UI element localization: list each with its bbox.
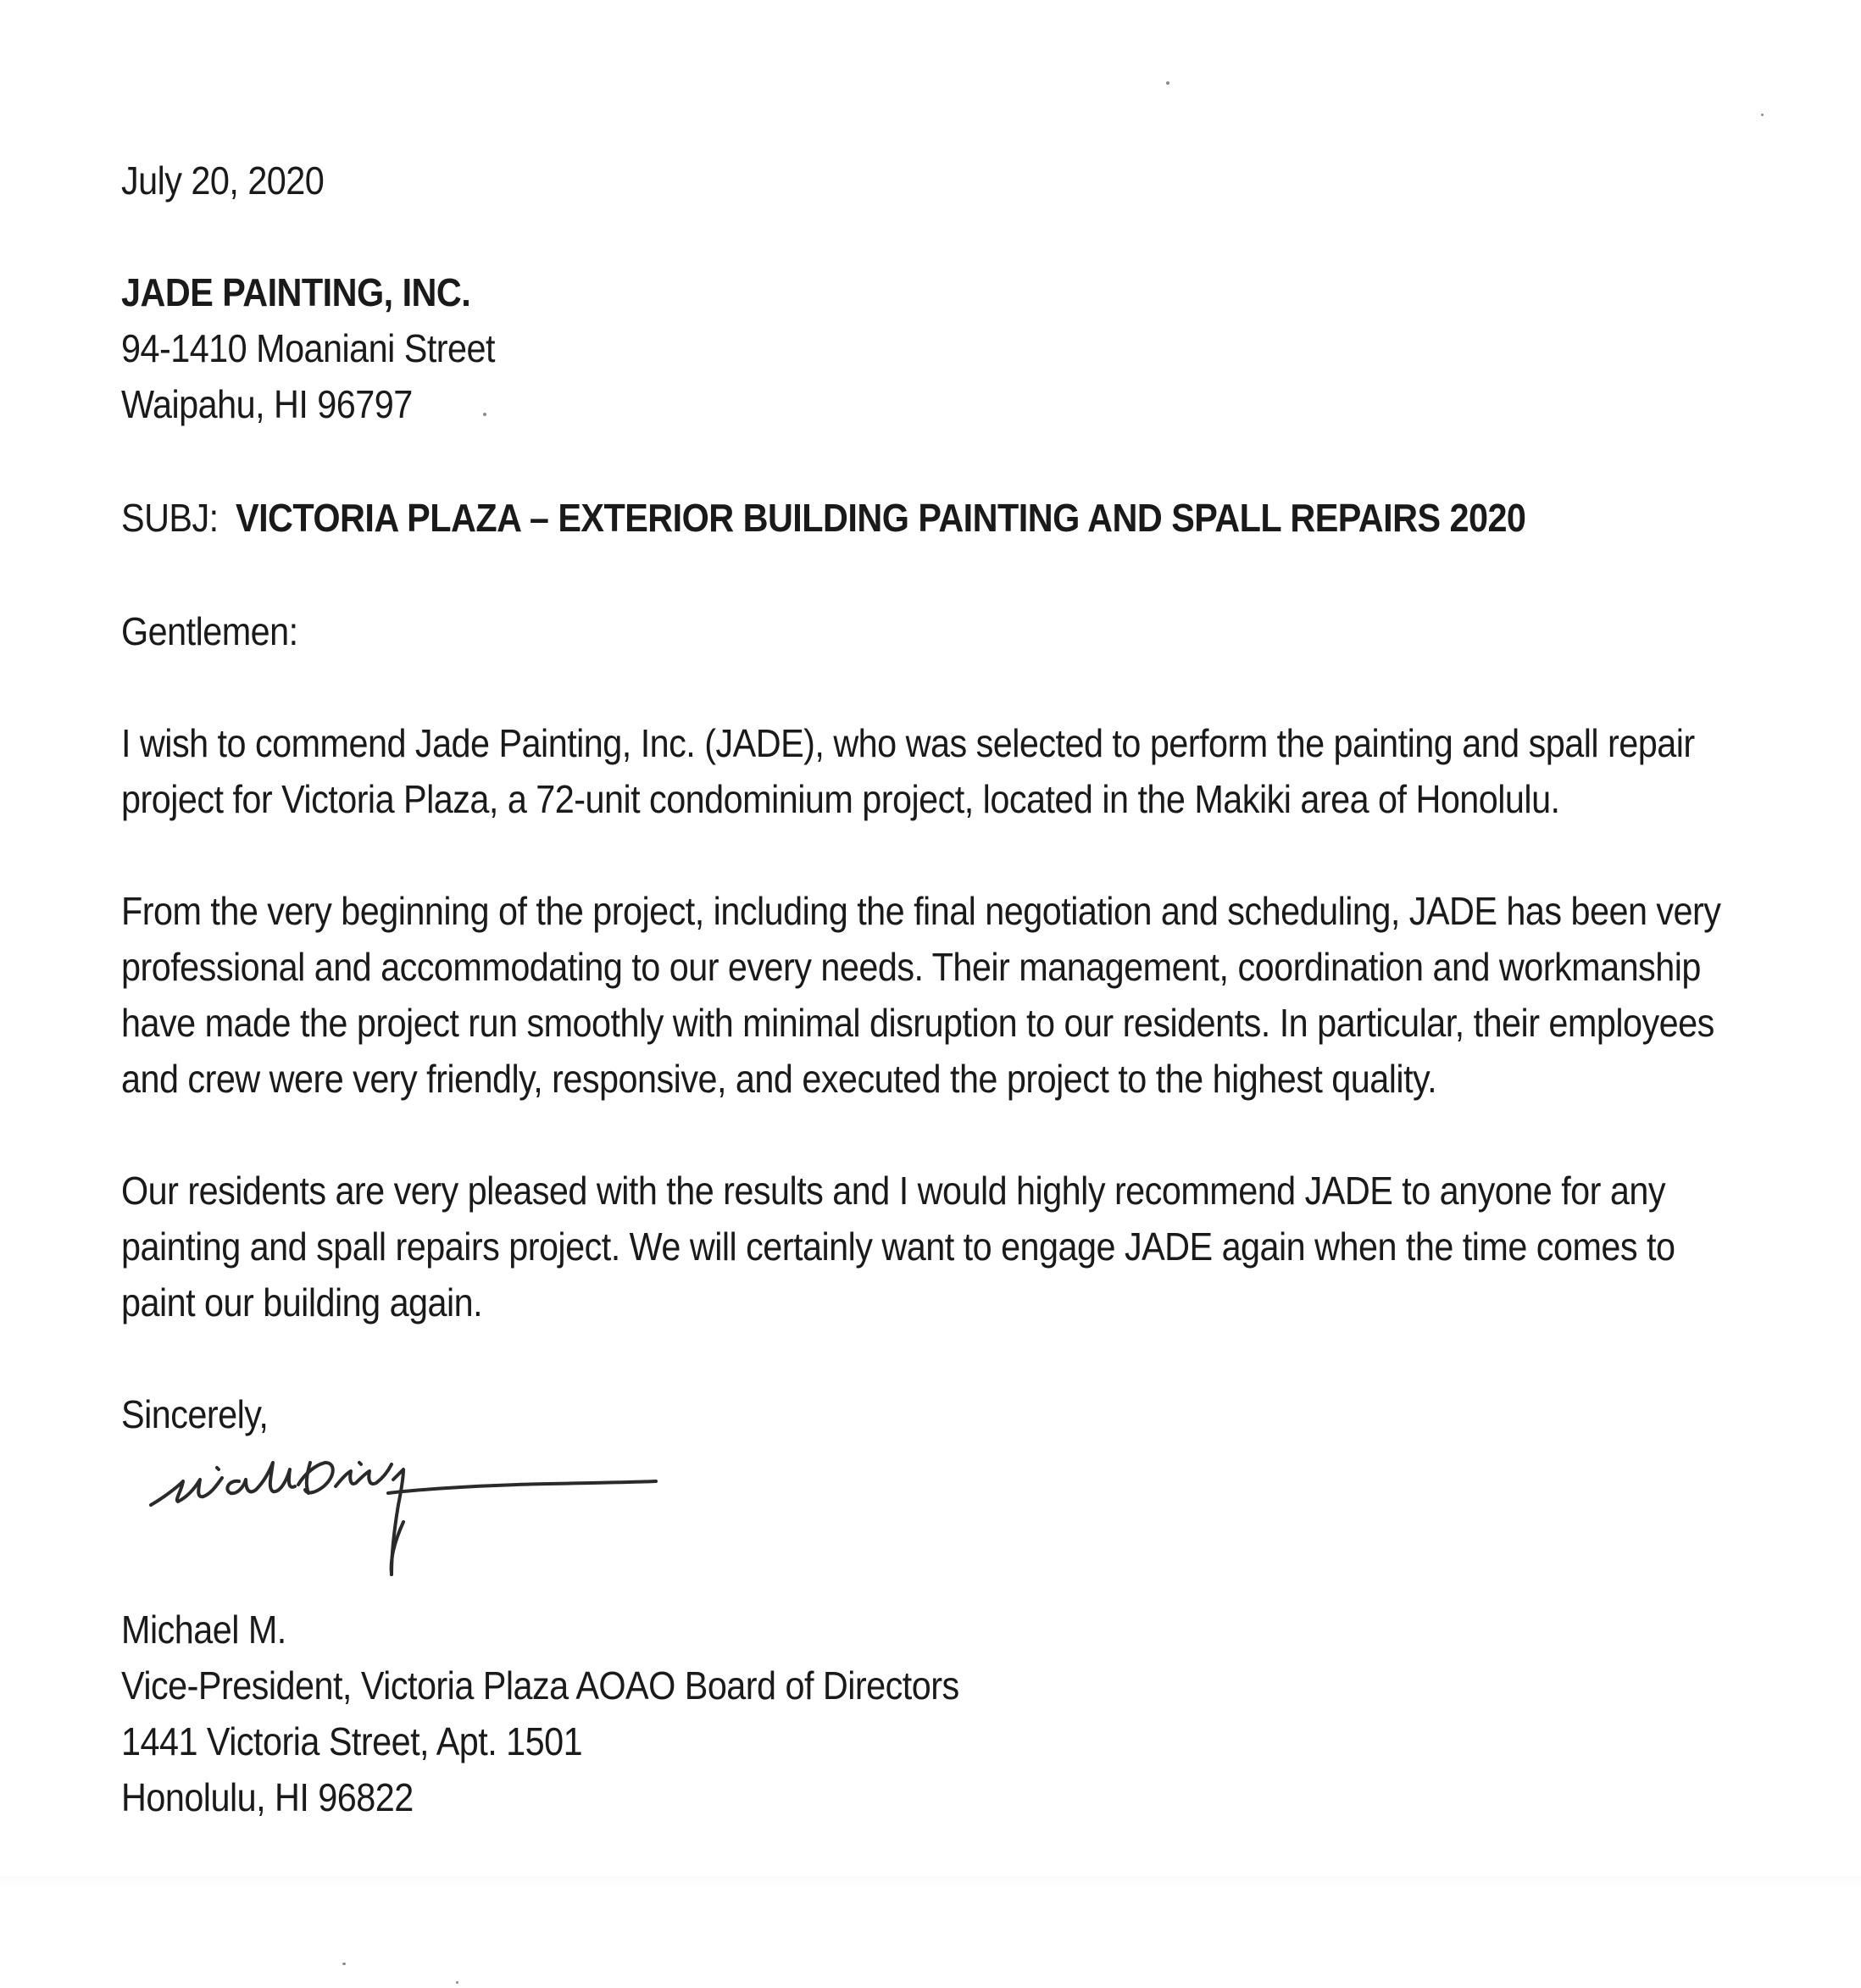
subject-label: SUBJ: xyxy=(121,496,219,540)
scan-edge-shade xyxy=(0,1876,1861,1888)
closing-text: Sincerely, xyxy=(121,1392,269,1436)
paragraph-line: project for Victoria Plaza, a 72-unit condominium project, located in the Makiki area of Honolulu. xyxy=(121,777,1560,821)
paragraph-3 xyxy=(121,1163,1761,1330)
paragraph-line: painting and spall repairs project. We will certainly want to engage JADE again when the time comes to xyxy=(121,1224,1675,1269)
signature-image xyxy=(144,1456,661,1591)
sender-block xyxy=(121,1602,1761,1825)
sender-title: Vice-President, Victoria Plaza AOAO Board of Directors xyxy=(121,1663,959,1708)
recipient-city: Waipahu, HI 96797 xyxy=(121,382,413,426)
scan-speck xyxy=(1166,81,1169,85)
letter-date xyxy=(121,153,1761,208)
subject-line xyxy=(121,490,1761,546)
salutation-text: Gentlemen: xyxy=(121,609,298,653)
subject-text: VICTORIA PLAZA – EXTERIOR BUILDING PAINTING AND SPALL REPAIRS 2020 xyxy=(236,496,1526,540)
paragraph-line: professional and accommodating to our every needs. Their management, coordination and workmanship xyxy=(121,945,1701,989)
scan-speck xyxy=(342,1963,346,1965)
paragraph-line: paint our building again. xyxy=(121,1280,483,1324)
paragraph-line: have made the project run smoothly with minimal disruption to our residents. In particular, their employees xyxy=(121,1001,1714,1045)
salutation xyxy=(121,603,1761,659)
paragraph-2 xyxy=(121,883,1761,1107)
paragraph-1 xyxy=(121,715,1761,827)
date-text: July 20, 2020 xyxy=(121,158,325,203)
scan-speck xyxy=(456,1981,458,1984)
sender-name: Michael M. xyxy=(121,1608,286,1652)
scan-speck xyxy=(483,413,486,416)
paragraph-line: Our residents are very pleased with the results and I would highly recommend JADE to anyone for any xyxy=(121,1169,1665,1213)
sender-street: 1441 Victoria Street, Apt. 1501 xyxy=(121,1719,583,1763)
sender-city: Honolulu, HI 96822 xyxy=(121,1775,414,1819)
recipient-street: 94-1410 Moaniani Street xyxy=(121,326,495,370)
scan-speck xyxy=(1761,114,1764,116)
recipient-address xyxy=(121,264,1761,432)
closing xyxy=(121,1386,1761,1442)
recipient-company: JADE PAINTING, INC. xyxy=(121,270,471,314)
paragraph-line: From the very beginning of the project, including the final negotiation and scheduling, JADE has been very xyxy=(121,889,1721,933)
paragraph-line: I wish to commend Jade Painting, Inc. (JADE), who was selected to perform the painting and spall repair xyxy=(121,721,1695,765)
paragraph-line: and crew were very friendly, responsive, and executed the project to the highest quality. xyxy=(121,1057,1437,1101)
